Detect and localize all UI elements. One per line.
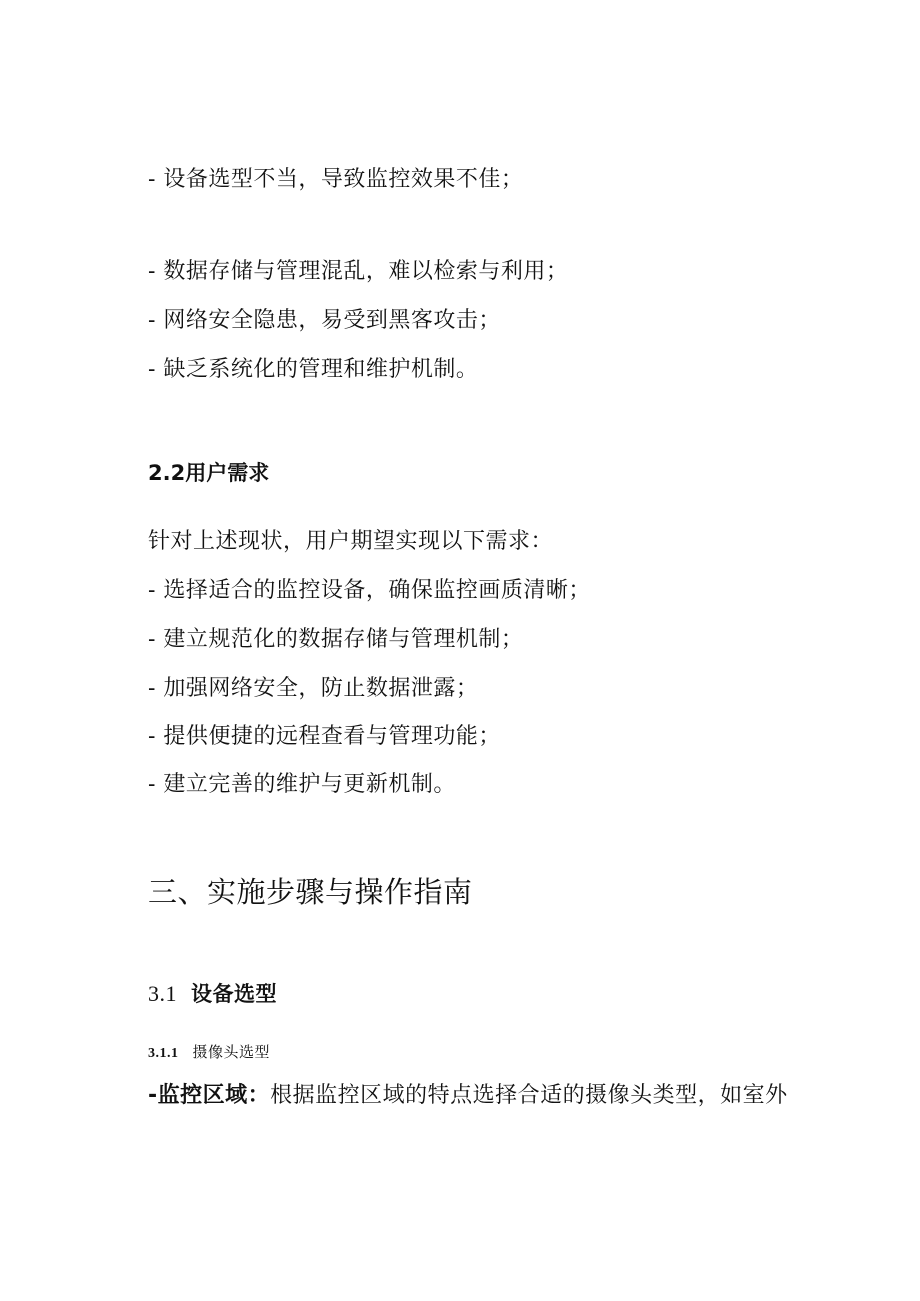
requirement-item-4: - 提供便捷的远程查看与管理功能； [148,724,501,749]
problem-item-2: - 数据存储与管理混乱，难以检索与利用； [148,259,569,284]
section-3-1-heading [148,979,277,1010]
requirement-item-5: - 建立完善的维护与更新机制。 [148,772,456,797]
section-3-1-1-heading [148,1039,270,1066]
requirement-item-1: - 选择适合的监控设备，确保监控画质清晰； [148,578,591,603]
problem-item-1: - 设备选型不当，导致监控效果不佳； [148,167,524,192]
monitor-area-text: 根据监控区域的特点选择合适的摄像头类型，如室外 [270,1083,788,1108]
chapter-3-heading: 三、实施步骤与操作指南 [148,875,473,909]
section-3-1-number: 3.1 [148,981,177,1006]
problem-item-3: - 网络安全隐患，易受到黑客攻击； [148,308,501,333]
section-2-2-intro: 针对上述现状，用户期望实现以下需求： [148,529,554,554]
requirement-item-2: - 建立规范化的数据存储与管理机制； [148,627,524,652]
section-3-1-1-number: 3.1.1 [148,1046,179,1061]
problem-item-4: - 缺乏系统化的管理和维护机制。 [148,357,479,382]
section-2-2-heading: 2.2用户需求 [148,461,270,485]
section-3-1-1-title: 摄像头选型 [192,1043,271,1061]
section-3-1-title: 设备选型 [191,982,277,1006]
monitor-area-paragraph [148,1081,788,1111]
monitor-area-label: -监控区域： [148,1083,271,1108]
requirement-item-3: - 加强网络安全，防止数据泄露； [148,676,479,701]
